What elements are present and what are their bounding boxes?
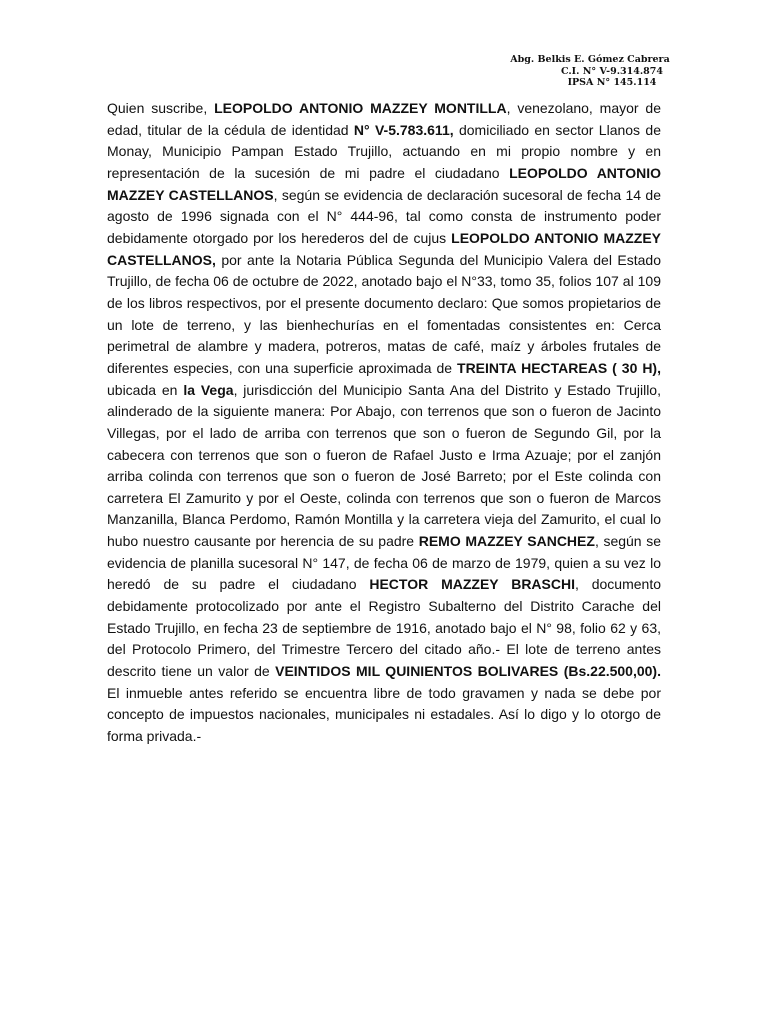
text-segment: , según se evidencia de planilla sucesoral N° 147, de fecha 06 de marzo de 1979, quien a su vez lo heredó de su padre el ciudadano: [107, 533, 661, 593]
text-segment: ubicada en: [107, 381, 184, 398]
text-segment: por ante la Notaria Pública Segunda del Municipio Valera del Estado Trujillo, de fecha 06 de octubre de 2022, anotado bajo el N°33, tomo 35, folios 107 al 109 de los libros respectivos, por el presente documento declaro: Que somos propietarios de un lote de terreno, y las bienhechurías en el fomentadas consistentes en: Cerca perimetral de alambre y madera, potreros, matas de café, maíz y árboles frutales de diferentes especies, con una superficie aproximada de: [107, 251, 661, 376]
lawyer-name: Abg. Belkis E. Gómez Cabrera: [510, 54, 670, 65]
text-segment: Quien suscribe,: [107, 100, 215, 116]
land-area: TREINTA HECTAREAS ( 30 H),: [457, 359, 661, 376]
lawyer-ipsa: IPSA N° 145.114: [567, 77, 657, 88]
text-segment: , jurisdicción del Municipio Santa Ana del Distrito y Estado Trujillo, alinderado de la siguiente manera: Por Abajo, con terrenos que son o fueron de Jacinto Villegas, por el lado de arriba con terrenos que son o fueron de Segundo Gil, por la cabecera con terrenos que son o fueron de Rafael Justo e Irma Azuaje; por el zanjón arriba colinda con terrenos que son o fueron de José Barreto; por el Este colinda con carretera El Zamurito y por el Oeste, colinda con terrenos que son o fueron de Marcos Manzanilla, Blanca Perdomo, Ramón Montilla y la carretera vieja del Zamurito, el cual lo hubo nuestro causante por herencia de su padre: [107, 381, 661, 550]
location-name: la Vega: [183, 381, 234, 398]
text-segment: , documento debidamente protocolizado por ante el Registro Subalterno del Distrito Carache del Estado Trujillo, en fecha 23 de septiembre de 1916, anotado bajo el N° 98, folio 62 y 63, del Protocolo Primero, del Trimestre Tercero del citado año.- El lote de terreno antes descrito tiene un valor de: [107, 576, 662, 680]
text-segment: El inmueble antes referido se encuentra libre de todo gravamen y nada se debe por concepto de impuestos nacionales, municipales ni estadales. Así lo digo y lo otorgo de forma privada.-: [107, 684, 661, 745]
great-grandfather-name: HECTOR MAZZEY BRASCHI: [369, 576, 575, 593]
decedent-name-repeat: LEOPOLDO ANTONIO MAZZEY CASTELLANOS,: [107, 229, 662, 268]
lawyer-header: [480, 54, 700, 89]
text-segment: domiciliado en sector Llanos de Monay, Municipio Pampan Estado Trujillo, actuando en mi propio nombre y en representación de la sucesión de mi padre el ciudadano: [107, 121, 661, 181]
property-value: VEINTIDOS MIL QUINIENTOS BOLIVARES (Bs.22.500,00).: [275, 663, 661, 680]
document-body: [107, 98, 661, 748]
lawyer-ci: C.I. N° V-9.314.874: [560, 65, 663, 77]
text-segment: , venezolano, mayor de edad, titular de la cédula de identidad: [107, 100, 661, 138]
text-segment: , según se evidencia de declaración sucesoral de fecha 14 de agosto de 1996 signada con el N° 444-96, tal como consta de instrumento poder debidamente otorgado por los herederos del de cujus: [107, 186, 661, 246]
decedent-name: LEOPOLDO ANTONIO MAZZEY CASTELLANOS: [107, 164, 661, 203]
declarant-name: LEOPOLDO ANTONIO MAZZEY MONTILLA: [214, 100, 507, 116]
grandfather-name: REMO MAZZEY SANCHEZ: [418, 533, 595, 550]
declarant-id-number: N° V-5.783.611,: [353, 121, 454, 138]
